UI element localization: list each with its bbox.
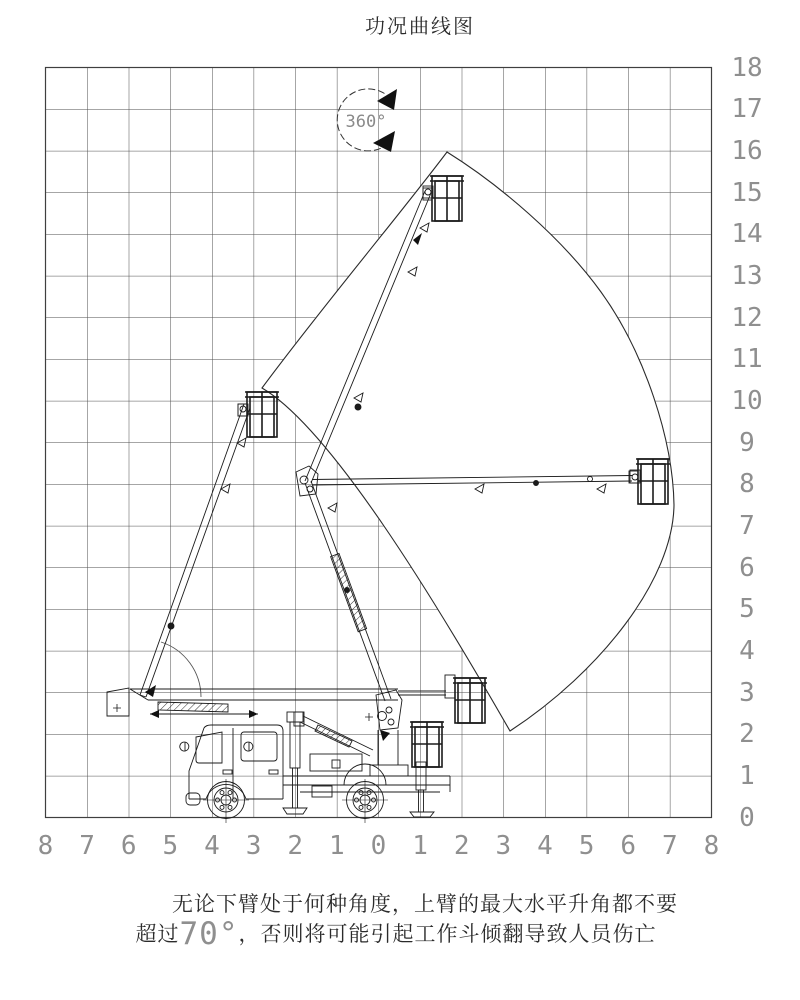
y-tick-label: 3	[739, 677, 755, 708]
y-tick-label: 14	[731, 219, 763, 250]
rotation-label: 360°	[345, 112, 387, 132]
x-tick-label: 2	[453, 831, 470, 861]
y-tick-label: 9	[739, 427, 755, 458]
x-tick-label: 8	[37, 831, 54, 861]
x-tick-label: 1	[329, 831, 345, 861]
y-tick-label: 2	[739, 719, 755, 750]
x-tick-label: 1	[412, 831, 428, 861]
y-tick-label: 6	[739, 552, 755, 583]
y-tick-label: 16	[731, 135, 763, 166]
warning-line2-prefix: 超过	[135, 923, 180, 946]
y-tick-label: 13	[731, 260, 763, 291]
diagram-title: 功况曲线图	[365, 16, 475, 38]
work-basket-low	[453, 678, 487, 723]
y-tick-label: 0	[739, 802, 755, 833]
x-tick-label: 2	[287, 831, 304, 861]
warning-text-line1: 无论下臂处于何种角度，上臂的最大水平升角都不要	[172, 893, 678, 916]
x-tick-label: 5	[578, 831, 595, 861]
x-tick-label: 3	[495, 831, 512, 861]
y-tick-label: 11	[731, 344, 763, 375]
y-tick-label: 7	[739, 510, 755, 541]
x-tick-label: 7	[79, 831, 95, 861]
y-tick-label: 1	[739, 760, 755, 791]
x-tick-label: 5	[162, 831, 179, 861]
y-tick-label: 10	[731, 385, 763, 416]
y-tick-label: 15	[731, 177, 763, 208]
y-tick-label: 17	[731, 94, 763, 125]
x-tick-label: 4	[204, 831, 220, 861]
x-tick-label: 0	[370, 831, 387, 861]
x-tick-label: 6	[620, 831, 637, 861]
y-tick-label: 5	[739, 594, 755, 625]
x-tick-label: 3	[245, 831, 262, 861]
y-tick-label: 12	[731, 302, 763, 333]
x-tick-label: 4	[537, 831, 553, 861]
x-tick-label: 7	[662, 831, 678, 861]
y-tick-label: 18	[731, 52, 763, 83]
warning-line2-suffix: ，否则将可能引起工作斗倾翻导致人员伤亡	[238, 923, 657, 946]
warning-text-line2	[0, 916, 796, 952]
x-tick-label: 8	[703, 831, 720, 861]
x-tick-label: 6	[120, 831, 137, 861]
y-tick-label: 4	[739, 635, 755, 666]
y-tick-label: 8	[739, 469, 755, 500]
work-basket-stowed	[410, 722, 444, 767]
warning-angle-value: 70°	[179, 916, 239, 952]
